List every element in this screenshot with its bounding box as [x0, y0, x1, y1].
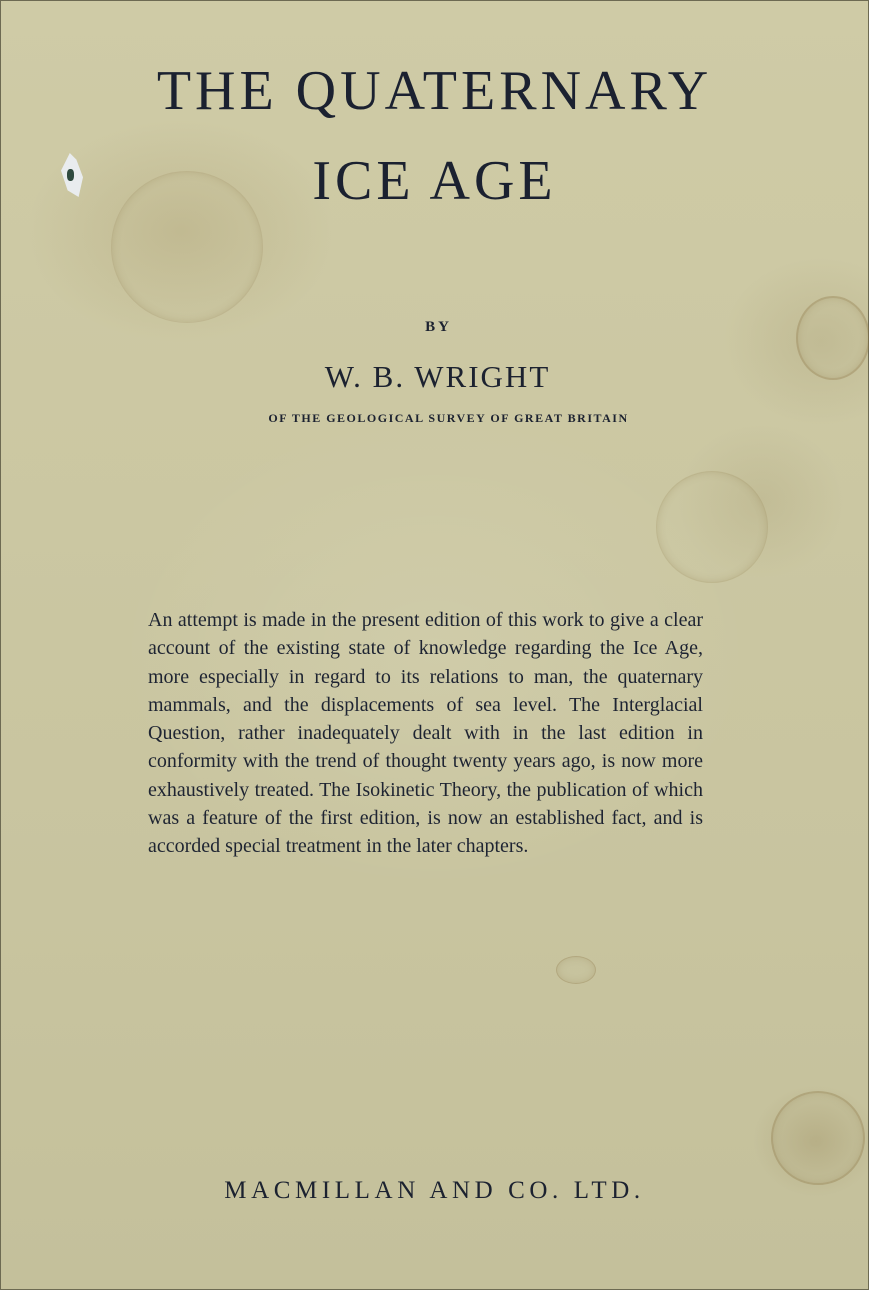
- author-name: W. B. WRIGHT: [324, 359, 551, 394]
- by-label: BY: [425, 319, 452, 335]
- publisher-name: MACMILLAN AND CO. LTD.: [224, 1177, 645, 1204]
- description-blurb: An attempt is made in the present edition of this work to give a clear account of the existing state of knowledge regarding the Ice Age, more especially in regard to its relations to man, the quaternary mammals, and the displacements of sea level. The Interglacial Question, rather inadequately dealt with in the last edition in conformity with the trend of thought twenty years ago, is now more exhaustively treated. The Isokinetic Theory, the publication of which was a feature of the first edition, is now an established fact, and is accorded special treatment in the later chapters.: [148, 609, 703, 858]
- stain-mark: [556, 956, 596, 984]
- title-line-2: ICE AGE: [312, 150, 557, 212]
- stain-mark: [771, 1091, 865, 1185]
- author-affiliation: OF THE GEOLOGICAL SURVEY OF GREAT BRITAIN: [268, 411, 629, 425]
- stain-mark: [656, 471, 768, 583]
- title-line-1: THE QUATERNARY: [156, 60, 713, 122]
